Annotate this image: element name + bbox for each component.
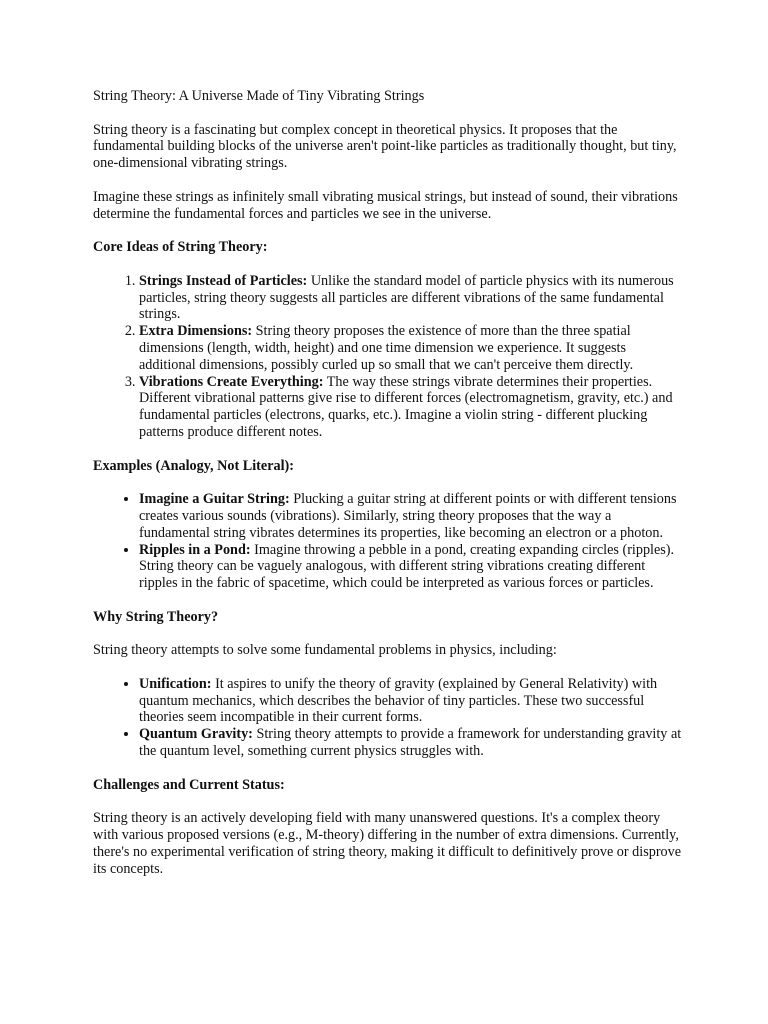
intro-paragraph-2: Imagine these strings as infinitely small vibrating musical strings, but instead of sound, their vibrations determine the fundamental forces and particles we see in the universe. xyxy=(93,188,678,222)
list-item-text: Plucking a guitar string at different points or with different tensions creates various sounds (vibrations). Similarly, string theory proposes that the way a fundamental string vibrates determines its properties, like becoming an electron or a photon. xyxy=(139,491,677,541)
list-item-term: Imagine a Guitar String: xyxy=(139,491,290,508)
list-item xyxy=(139,323,683,373)
list-item-term: Ripples in a Pond: xyxy=(139,541,251,558)
list-item-term: Quantum Gravity: xyxy=(139,726,253,743)
list-item xyxy=(139,374,683,441)
list-item-text: Unlike the standard model of particle physics with its numerous particles, string theory suggests all particles are different vibrations of the same fundamental strings. xyxy=(139,272,674,323)
challenges-heading: Challenges and Current Status: xyxy=(93,776,285,793)
examples-list xyxy=(93,491,683,592)
list-item-text: String theory attempts to provide a framework for understanding gravity at the quantum level, something current physics struggles with. xyxy=(139,726,682,760)
list-item-term: Unification: xyxy=(139,675,212,692)
core-ideas-heading: Core Ideas of String Theory: xyxy=(93,239,268,256)
list-item xyxy=(139,491,683,541)
document-title: String Theory: A Universe Made of Tiny Vibrating Strings xyxy=(93,88,425,104)
list-item-term: Strings Instead of Particles: xyxy=(139,272,308,289)
why-intro-paragraph: String theory attempts to solve some fundamental problems in physics, including: xyxy=(93,642,557,659)
list-item xyxy=(139,542,683,592)
list-item-text: Imagine throwing a pebble in a pond, creating expanding circles (ripples). String theory can be vaguely analogous, with different string vibrations creating different ripples in the fabric of spacetime, which could be interpreted as various forces or particles. xyxy=(139,541,675,592)
list-item-text: String theory proposes the existence of more than the three spatial dimensions (length, width, height) and one time dimension we experience. It suggests additional dimensions, possibly curled up so small that we can't perceive them directly. xyxy=(139,323,634,373)
examples-heading: Examples (Analogy, Not Literal): xyxy=(93,457,294,474)
challenges-paragraph: String theory is an actively developing field with many unanswered questions. It's a complex theory with various proposed versions (e.g., M-theory) differing in the number of extra dimensions. Currently, there's no experimental verification of string theory, making it difficult to definitively prove or disprove its concepts. xyxy=(93,810,682,877)
list-item xyxy=(139,676,683,726)
why-list xyxy=(93,676,683,760)
list-item xyxy=(139,273,683,323)
list-item-term: Vibrations Create Everything: xyxy=(139,373,324,390)
core-ideas-list xyxy=(93,273,683,441)
why-heading: Why String Theory? xyxy=(93,608,219,625)
list-item xyxy=(139,726,683,760)
document-page xyxy=(93,88,683,894)
list-item-text: The way these strings vibrate determines their properties. Different vibrational patterns give rise to different forces (electromagnetism, gravity, etc.) and fundamental particles (electrons, quarks, etc.). Imagine a violin string - different plucking patterns produce different notes. xyxy=(139,373,673,440)
list-item-term: Extra Dimensions: xyxy=(139,323,253,340)
intro-paragraph-1: String theory is a fascinating but complex concept in theoretical physics. It proposes that the fundamental building blocks of the universe aren't point-like particles as traditionally thought, but tiny, one-dimensional vibrating strings. xyxy=(93,121,677,172)
list-item-text: It aspires to unify the theory of gravity (explained by General Relativity) with quantum mechanics, which describes the behavior of tiny particles. These two successful theories seem incompatible in their current forms. xyxy=(139,675,658,726)
